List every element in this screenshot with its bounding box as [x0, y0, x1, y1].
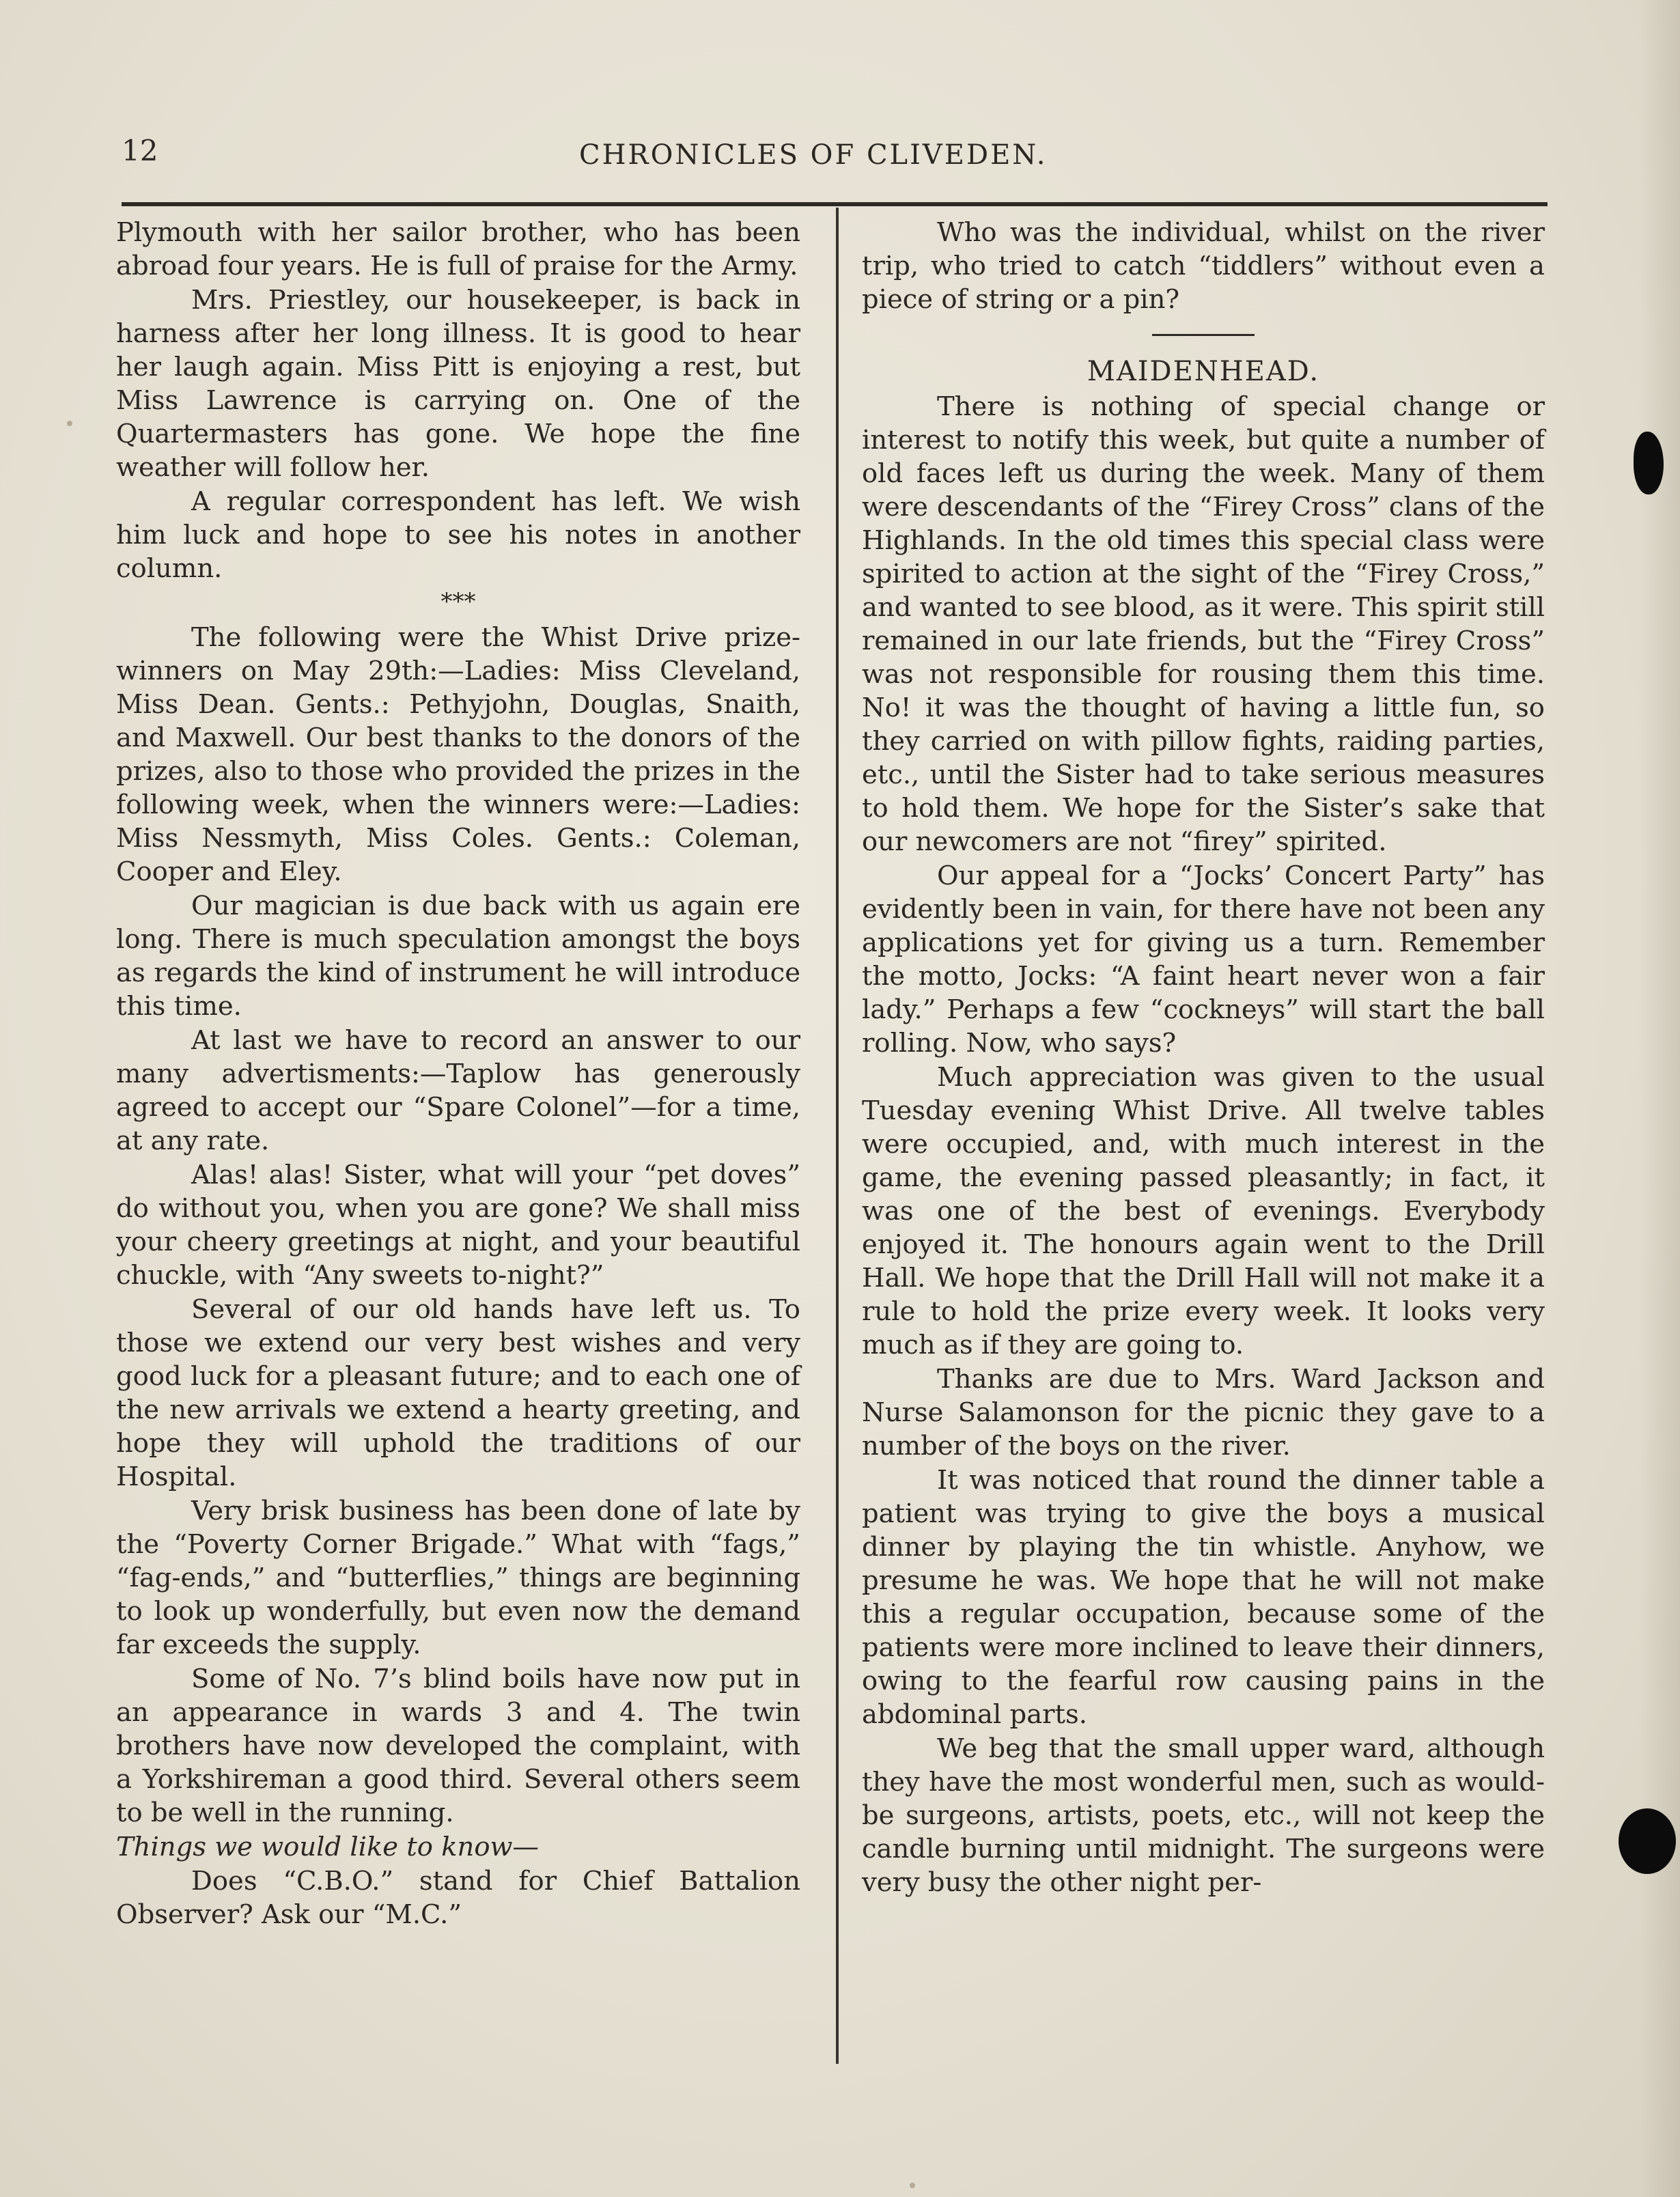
ink-speck: [67, 421, 72, 426]
ink-speck: [910, 2183, 915, 2188]
paragraph: We beg that the small upper ward, although they have the most wonderful men, such as would-be surgeons, artists, poets, etc., will not keep the candle burning until midnight. The surgeons were very busy the other night per-: [862, 1733, 1545, 1898]
paragraph: Our appeal for a “Jocks’ Concert Party” has evidently been in vain, for there have not been any applications yet for giving us a turn. Remember the motto, Jocks: “A faint heart never won a fair lady.” Perhaps a few “cockneys” will start the ball rolling. Now, who says?: [862, 860, 1545, 1059]
punch-hole-upper: [1634, 432, 1664, 494]
paragraph: There is nothing of special change or interest to notify this week, but quite a number of old faces left us during the week. Many of them were descendants of the “Firey Cross” clans of the Highlands. In the old times this special class were spirited to action at the sight of the “Firey Cross,” and wanted to see blood, as it were. This spirit still remained in our late friends, but the “Firey Cross” was not responsible for rousing them this time. No! it was the thought of having a little fun, so they carried on with pillow fights, raiding parties, etc., until the Sister had to take serious measures to hold them. We hope for the Sister’s sake that our newcomers are not “firey” spirited.: [862, 391, 1545, 857]
paragraph: Does “C.B.O.” stand for Chief Battalion Observer? Ask our “M.C.”: [116, 1866, 800, 1930]
paragraph: Much appreciation was given to the usual Tuesday evening Whist Drive. All twelve tables were occupied, and, with much interest in the game, the evening passed pleasantly; in fact, it was one of the best of evenings. Everybody enjoyed it. The honours again went to the Drill Hall. We hope that the Drill Hall will not make it a rule to hold the prize every week. It looks very much as if they are going to.: [862, 1062, 1545, 1360]
paragraph: Several of our old hands have left us. To those we extend our very best wishes and very good luck for a pleasant future; and to each one of the new arrivals we extend a hearty greeting, and hope they will uphold the traditions of our Hospital.: [116, 1294, 800, 1492]
page-number: 12: [122, 134, 158, 167]
paragraph: Mrs. Priestley, our housekeeper, is back in harness after her long illness. It is good to hear her laugh again. Miss Pitt is enjoying a rest, but Miss Lawrence is carrying on. One of the Quartermasters has gone. We hope the fine weather will follow her.: [116, 285, 800, 483]
paragraph: Thanks are due to Mrs. Ward Jackson and Nurse Salamonson for the picnic they gave to a number of the boys on the river.: [862, 1364, 1545, 1461]
right-column: [862, 216, 1545, 1900]
paragraph: Some of No. 7’s blind boils have now put in an appearance in wards 3 and 4. The twin brothers have now developed the complaint, with a Yorkshireman a good third. Several others seem to be well in the running.: [116, 1664, 800, 1828]
paragraph: Alas! alas! Sister, what will your “pet doves” do without you, when you are gone? We shall miss your cheery greetings at night, and your beautiful chuckle, with “Any sweets to-night?”: [116, 1160, 800, 1291]
section-title: MAIDENHEAD.: [1087, 356, 1320, 387]
running-head: CHRONICLES OF CLIVEDEN.: [579, 139, 1048, 171]
paragraph: Plymouth with her sailor brother, who has been abroad four years. He is full of praise for the Army.: [116, 217, 800, 281]
paragraph: The following were the Whist Drive prize-winners on May 29th:—Ladies: Miss Cleveland, Miss Dean. Gents.: Pethyjohn, Douglas, Snaith, and Maxwell. Our best thanks to the donors of the prizes, also to those who provided the prizes in the following week, when the winners were:—Ladies: Miss Nessmyth, Miss Coles. Gents.: Coleman, Cooper and Eley.: [116, 622, 800, 887]
punch-hole-lower: [1619, 1808, 1676, 1874]
section-rule: [1152, 334, 1255, 336]
paragraph: Who was the individual, whilst on the river trip, who tried to catch “tiddlers” without even a piece of string or a pin?: [862, 217, 1545, 315]
paragraph: Very brisk business has been done of late by the “Poverty Corner Brigade.” What with “fags,” “fag-ends,” and “butterflies,” things are beginning to look up wonderfully, but even now the demand far exceeds the supply.: [116, 1496, 800, 1660]
paragraph: At last we have to record an answer to our many advertisments:—Taplow has generously agreed to accept our “Spare Colonel”—for a time, at any rate.: [116, 1025, 800, 1156]
things-heading: Things we would like to know—: [116, 1832, 539, 1862]
paragraph: It was noticed that round the dinner table a patient was trying to give the boys a musical dinner by playing the tin whistle. Anyhow, we presume he was. We hope that he will not make this a regular occupation, because some of the patients were more inclined to leave their dinners, owing to the fearful row causing pains in the abdominal parts.: [862, 1465, 1545, 1730]
column-divider: [836, 208, 839, 2064]
page-header: [122, 131, 1542, 179]
paragraph: A regular correspondent has left. We wish him luck and hope to see his notes in another column.: [116, 486, 800, 584]
left-column: [116, 216, 800, 1932]
paragraph: Our magician is due back with us again ere long. There is much speculation amongst the boys as regards the kind of instrument he will introduce this time.: [116, 891, 800, 1022]
header-rule: [122, 202, 1548, 206]
section-separator: ***: [440, 588, 476, 615]
